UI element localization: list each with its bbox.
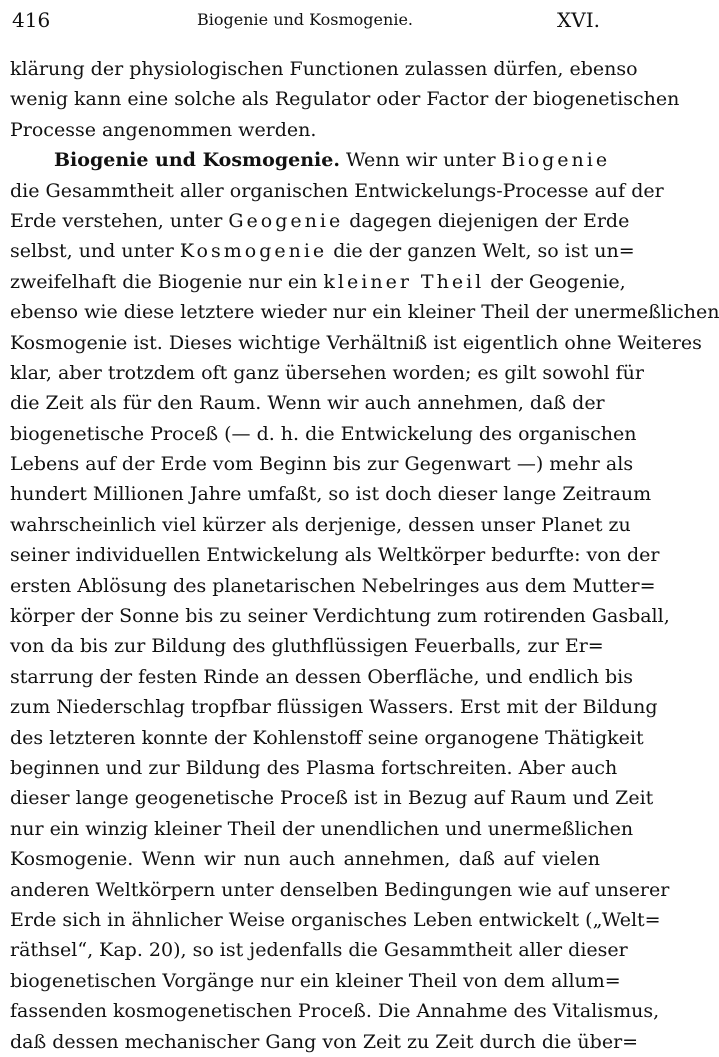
text-span: Erde verstehen, unter [10, 209, 229, 232]
text-line: räthsel“, Kap. 20), so ist jedenfalls die Gesammtheit aller dieser [10, 939, 628, 962]
text-line: nur ein winzig kleiner Theil der unendlichen und unermeßlichen [10, 817, 634, 840]
text-line: biogenetischen Vorgänge nur ein kleiner Theil von dem allum= [10, 969, 621, 992]
text-line: die Gesammtheit aller organischen Entwickelungs-Processe auf der [10, 179, 664, 202]
text-line: biogenetische Proceß (— d. h. die Entwickelung des organischen [10, 422, 637, 445]
page-header [10, 4, 600, 34]
text-line: Erde sich in ähnlicher Weise organisches Leben entwickelt („Welt= [10, 908, 661, 931]
text-line: anderen Weltkörpern unter denselben Bedingungen wie auf unserer [10, 878, 670, 901]
text-line: wahrscheinlich viel kürzer als derjenige, dessen unser Planet zu [10, 513, 631, 536]
text-line [10, 267, 626, 297]
running-title: Biogenie und Kosmogenie. [197, 10, 413, 29]
emphasized-term: Kosmogenie [179, 240, 328, 263]
emphasized-term: Geogenie [228, 209, 344, 232]
book-page [10, 4, 719, 1053]
page-number: 416 [12, 8, 51, 32]
text-line: klar, aber trotzdem oft ganz übersehen worden; es gilt sowohl für [10, 361, 645, 384]
text-line: Processe angenommen werden. [10, 118, 317, 141]
text-span: Wenn wir unter [339, 149, 502, 172]
text-line: zum Niederschlag tropfbar flüssigen Wassers. Erst mit der Bildung [10, 696, 658, 719]
text-span: zweifelhaft die Biogenie nur ein [10, 270, 324, 293]
text-line: dieser lange geogenetische Proceß ist in Bezug auf Raum und Zeit [10, 787, 654, 810]
emphasized-term: Biogenie [501, 149, 611, 172]
text-line: von da bis zur Bildung des gluthflüssigen Feuerballs, zur Er= [10, 635, 604, 658]
text-span: der Geogenie, [484, 270, 626, 293]
emphasized-term: kleiner Theil [323, 270, 485, 293]
text-line: fassenden kosmogenetischen Proceß. Die Annahme des Vitalismus, [10, 1000, 660, 1023]
text-line [10, 145, 611, 175]
text-line: ebenso wie diese letztere wieder nur ein kleiner Theil der unermeßlichen [10, 301, 719, 324]
section-heading: Biogenie und Kosmogenie. [54, 149, 340, 172]
text-line: daß dessen mechanischer Gang von Zeit zu Zeit durch die über= [10, 1030, 639, 1053]
text-line: körper der Sonne bis zu seiner Verdichtung zum rotirenden Gasball, [10, 605, 670, 628]
text-line: wenig kann eine solche als Regulator oder Factor der biogenetischen [10, 88, 680, 111]
text-span: dagegen diejenigen der Erde [343, 209, 630, 232]
text-line: hundert Millionen Jahre umfaßt, so ist doch dieser lange Zeitraum [10, 483, 652, 506]
text-line: Lebens auf der Erde vom Beginn bis zur Gegenwart —) mehr als [10, 453, 634, 476]
text-line: beginnen und zur Bildung des Plasma fortschreiten. Aber auch [10, 756, 618, 779]
text-line: Kosmogenie ist. Dieses wichtige Verhältniß ist eigentlich ohne Weiteres [10, 331, 702, 354]
text-span: selbst, und unter [10, 240, 180, 263]
text-line [10, 206, 630, 236]
text-line: Kosmogenie. Wenn wir nun auch annehmen, daß auf vielen [10, 848, 600, 871]
text-line: klärung der physiologischen Functionen zulassen dürfen, ebenso [10, 58, 638, 80]
text-line: seiner individuellen Entwickelung als Weltkörper bedurfte: von der [10, 544, 660, 567]
text-line [10, 236, 635, 266]
chapter-number: XVI. [557, 8, 600, 32]
text-line: die Zeit als für den Raum. Wenn wir auch annehmen, daß der [10, 392, 605, 415]
text-line: starrung der festen Rinde an dessen Oberfläche, und endlich bis [10, 665, 634, 688]
text-line: des letzteren konnte der Kohlenstoff seine organogene Thätigkeit [10, 726, 644, 749]
body-text [10, 54, 719, 1057]
text-span: die der ganzen Welt, so ist un= [327, 240, 635, 263]
text-line: ersten Ablösung des planetarischen Nebelringes aus dem Mutter= [10, 574, 656, 597]
